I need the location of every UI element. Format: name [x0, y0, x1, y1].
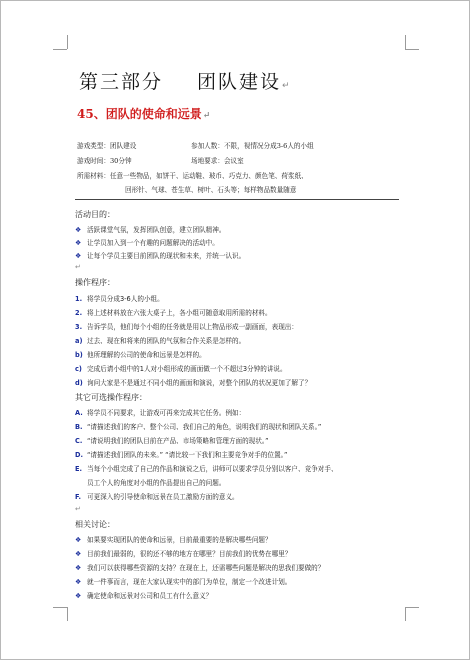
paragraph-mark-icon: ↵	[202, 111, 211, 121]
diamond-bullet-icon: ❖	[75, 550, 82, 558]
crop-mark-bottom-right	[405, 607, 419, 608]
list-item: 3. 告诉学员，他们每个小组的任务就是用以上物品形成一副画面，表现出：	[75, 323, 298, 331]
meta-people: 参加人数：不限，视情况分成3-6人的小组	[191, 142, 314, 150]
list-item: ❖ 如果要实现团队的使命和远景，目前最重要的是解决哪些问题？	[75, 536, 272, 544]
diamond-bullet-icon: ❖	[75, 564, 82, 572]
paragraph-mark-icon: ↵	[75, 263, 81, 271]
title-part: 第三部分	[79, 71, 164, 93]
list-item: d) 询问大家是不是通过不同小组的画面和演说，对整个团队的状况更加了解了？	[75, 379, 312, 387]
meta-materials-1: 所需材料：任意一些物品，如饼干、运动鞋、玻币、巧克力、颜色笔、荷浆纸、	[77, 172, 308, 180]
list-item: 员工个人的角度对小组的作品提出自己的问题。	[87, 479, 226, 487]
list-item: 2. 将上述材料放在六张大桌子上，各小组可随意取用所需的材料。	[75, 309, 272, 317]
meta-type: 游戏类型：团队建设	[77, 142, 137, 150]
list-item: ❖ 我们可以获得哪些资源的支持？在现在上，还需哪些问题是解决的思我们要做的？	[75, 564, 325, 572]
list-item: ❖ 目前我们最弱的，很的还不够的地方在哪里？目前我们的优势在哪里？	[75, 550, 292, 558]
discussion-title: 相关讨论：	[75, 520, 115, 529]
crop-mark-top-left-v	[67, 35, 68, 49]
options-title: 其它可选操作程序：	[75, 393, 147, 402]
list-item: b) 他所理解的公司的使命和远景是怎样的。	[75, 351, 206, 359]
crop-mark-top-right-v	[405, 35, 406, 49]
list-item: ❖ 确定使命和远景对公司和员工有什么意义？	[75, 592, 213, 600]
list-item: D. “请描述我们团队的未来。” “请比较一下我们和主要竞争对手的位置。”	[75, 451, 288, 459]
meta-place: 场地要求：会议室	[191, 157, 244, 165]
diamond-bullet-icon: ❖	[75, 239, 82, 247]
crop-mark-top-right	[405, 49, 419, 50]
list-item: ❖ 让学员加入到一个有趣的问题解决的活动中。	[75, 239, 219, 247]
crop-mark-bottom-left	[53, 607, 67, 608]
diamond-bullet-icon: ❖	[75, 578, 82, 586]
horizontal-rule	[75, 199, 399, 200]
title-name: 团队建设	[197, 71, 282, 93]
list-item: ❖ 让每个学员主要目前团队的现状和未来，并统一认识。	[75, 252, 246, 260]
diamond-bullet-icon: ❖	[75, 252, 82, 260]
list-item: F. 可更深入的引导使命和远景在员工激励方面的意义。	[75, 493, 239, 501]
list-item: c) 完成后请小组中的1人对小组形成的画面做一个不超过3分钟的讲说。	[75, 365, 287, 373]
procedure-title: 操作程序：	[75, 278, 115, 287]
list-item: ❖ 活跃课堂气氛，发挥团队创意，建立团队精神。	[75, 226, 226, 234]
list-item: C. “请说明我们的团队目前在产品、市场策略和管理方面的现状。”	[75, 437, 269, 445]
diamond-bullet-icon: ❖	[75, 226, 82, 234]
goal-title: 活动目的：	[75, 210, 115, 219]
crop-mark-bottom-right-v	[405, 607, 406, 621]
section-heading: 45、团队的使命和远景↵	[77, 107, 211, 121]
list-item: a) 过去、现在和将来的团队的气氛和合作关系是怎样的。	[75, 337, 246, 345]
meta-time: 游戏时间：30分钟	[77, 157, 132, 165]
list-item: ❖ 就一件事而言，现在大家认现实中的部门为单位，制定一个改进计划。	[75, 578, 292, 586]
diamond-bullet-icon: ❖	[75, 536, 82, 544]
paragraph-mark-icon: ↵	[282, 81, 292, 91]
meta-materials-2: 回形针、气球、苍生草、树叶、石头等；每样物品数量随意	[125, 186, 297, 194]
list-item: A. 将学员不同要求，让游戏可再来完成其它任务。例如：	[75, 409, 246, 417]
paragraph-mark-icon: ↵	[75, 505, 81, 513]
diamond-bullet-icon: ❖	[75, 592, 82, 600]
page-title	[79, 67, 292, 94]
list-item: E. 当每个小组完成了自己的作品和演说之后，讲师可以要求学员分别以客户、竞争对手、	[75, 465, 338, 473]
crop-mark-top-left	[53, 49, 67, 50]
list-item: 1. 将学员分成3-6人的小组。	[75, 295, 164, 303]
crop-mark-bottom-left-v	[67, 607, 68, 621]
list-item: B. “请描述我们的客户、整个公司、我们自己的角色，说明我们的现状和团队关系。”	[75, 423, 322, 431]
